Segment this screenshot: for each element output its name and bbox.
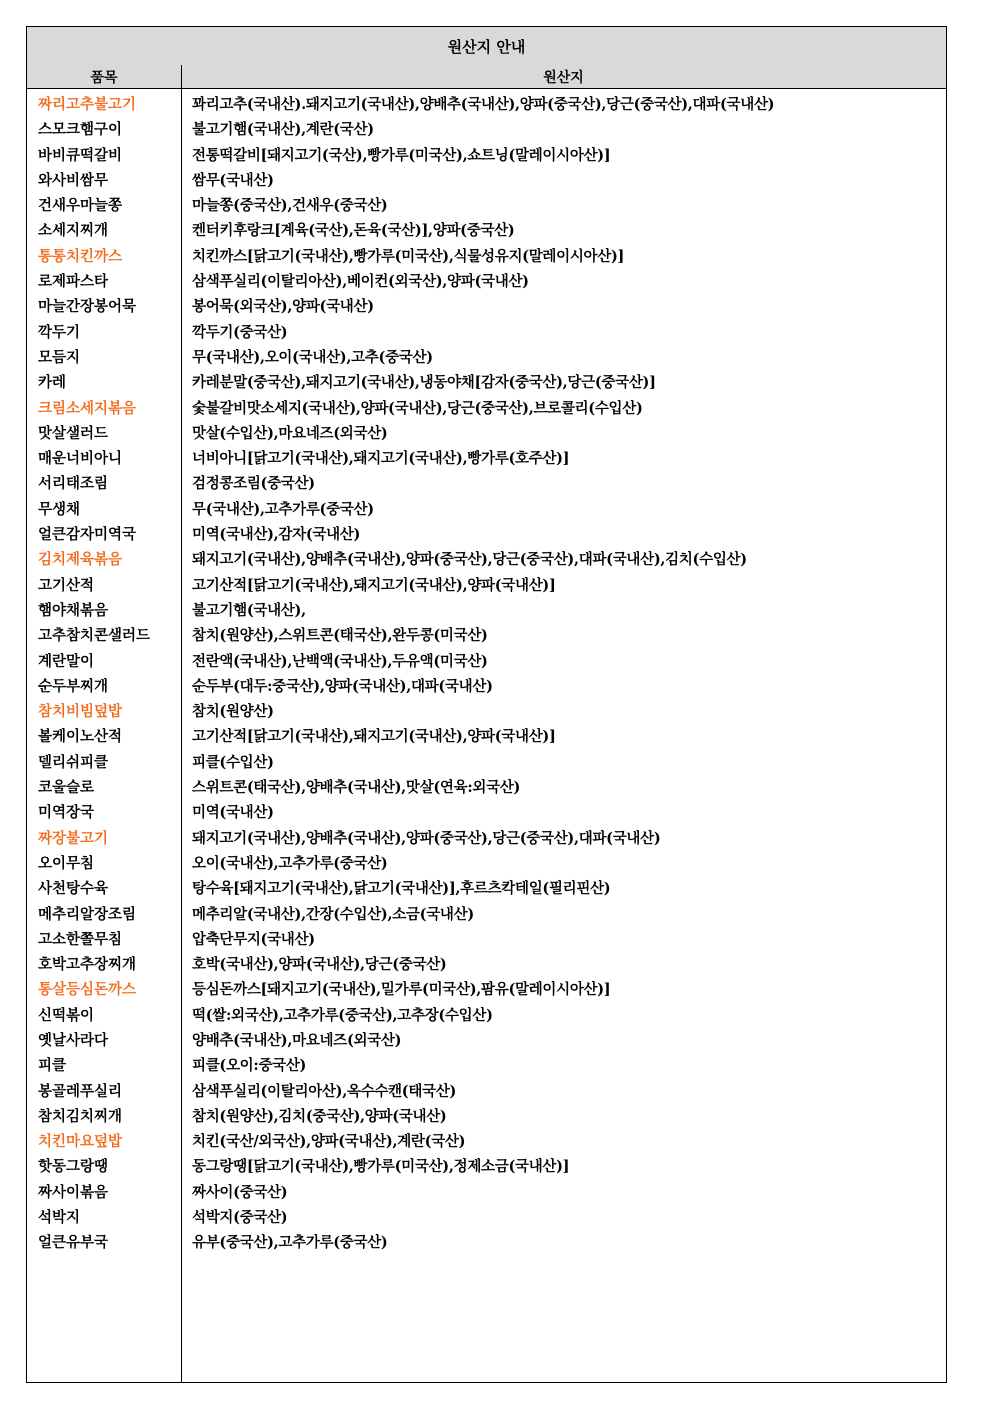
item-origin: 순두부(대두:중국산),양파(국내산),대파(국내산) xyxy=(192,677,493,695)
table-row xyxy=(27,143,946,168)
table-row xyxy=(27,876,946,901)
item-name: 봉골레푸실리 xyxy=(38,1082,123,1100)
item-origin: 돼지고기(국내산),양배추(국내산),양파(중국산),당근(중국산),대파(국내산) xyxy=(192,829,661,847)
item-origin: 피클(수입산) xyxy=(192,753,274,771)
item-name: 고기산적 xyxy=(38,576,95,594)
item-name: 순두부찌개 xyxy=(38,677,109,695)
item-origin: 고기산적[닭고기(국내산),돼지고기(국내산),양파(국내산)] xyxy=(192,576,556,594)
table-row xyxy=(27,244,946,269)
item-name: 참치김치찌개 xyxy=(38,1107,123,1125)
table-row xyxy=(27,1104,946,1129)
table-row xyxy=(27,1180,946,1205)
item-name: 소세지찌개 xyxy=(38,222,109,240)
table-row xyxy=(27,1028,946,1053)
table-title xyxy=(27,27,946,66)
table-row xyxy=(27,1003,946,1028)
table-row xyxy=(27,1230,946,1255)
table-row xyxy=(27,117,946,142)
item-name: 호박고추장찌개 xyxy=(38,956,137,974)
table-row xyxy=(27,471,946,496)
item-name: 델리쉬피클 xyxy=(38,753,109,771)
header-origin: 원산지 xyxy=(543,69,584,86)
table-row xyxy=(27,168,946,193)
item-origin: 호박(국내산),양파(국내산),당근(중국산) xyxy=(192,956,447,974)
item-name: 고추참치콘샐러드 xyxy=(38,627,151,645)
item-name: 크림소세지볶음 xyxy=(38,399,137,417)
item-origin: 참치(원양산) xyxy=(192,703,274,721)
table-row xyxy=(27,396,946,421)
item-name: 깍두기 xyxy=(38,323,81,341)
item-name: 석박지 xyxy=(38,1209,81,1227)
item-name: 짜리고추불고기 xyxy=(38,96,137,113)
table-row xyxy=(27,1129,946,1154)
item-name: 메추리알장조림 xyxy=(38,905,137,923)
table-row xyxy=(27,269,946,294)
item-name: 짜사이볶음 xyxy=(38,1183,109,1201)
item-name: 매운너비아니 xyxy=(38,450,123,468)
item-name: 서리태조림 xyxy=(38,475,109,493)
table-row xyxy=(27,370,946,395)
item-name: 모듬지 xyxy=(38,348,81,366)
item-origin: 검정콩조림(중국산) xyxy=(192,475,315,493)
item-name: 마늘간장봉어묵 xyxy=(38,298,137,316)
item-name: 햄야채볶음 xyxy=(38,601,109,619)
item-origin: 치킨까스[닭고기(국내산),빵가루(미국산),식물성유지(말레이시아산)] xyxy=(192,247,625,265)
table-row xyxy=(27,800,946,825)
table-row xyxy=(27,497,946,522)
table-row xyxy=(27,1079,946,1104)
item-name: 오이무침 xyxy=(38,854,95,872)
item-origin: 마늘쫑(중국산),건새우(중국산) xyxy=(192,197,388,215)
item-name: 참치비빔덮밥 xyxy=(38,703,123,721)
item-origin: 숯불갈비맛소세지(국내산),양파(국내산),당근(중국산),브로콜리(수입산) xyxy=(192,399,643,417)
header-item: 품목 xyxy=(90,69,118,86)
table-row xyxy=(27,902,946,927)
item-origin: 카레분말(중국산),돼지고기(국내산),냉동야채[감자(중국산),당근(중국산)] xyxy=(192,374,656,392)
table-row xyxy=(27,750,946,775)
item-name: 얼큰감자미역국 xyxy=(38,526,137,544)
item-name: 바비큐떡갈비 xyxy=(38,146,123,164)
table-header-row xyxy=(27,65,946,89)
item-name: 신떡볶이 xyxy=(38,1006,95,1024)
table-row xyxy=(27,851,946,876)
item-origin: 미역(국내산),감자(국내산) xyxy=(192,526,361,544)
item-origin: 맛살(수입산),마요네즈(외국산) xyxy=(192,424,388,442)
item-name: 카레 xyxy=(38,374,67,392)
item-origin: 양배추(국내산),마요네즈(외국산) xyxy=(192,1031,402,1049)
item-name: 볼케이노산적 xyxy=(38,728,123,746)
item-name: 피클 xyxy=(38,1057,67,1075)
table-row xyxy=(27,952,946,977)
table-row xyxy=(27,649,946,674)
origin-table xyxy=(26,26,947,1383)
table-title-text: 원산지 안내 xyxy=(447,37,526,56)
item-name: 고소한쫄무침 xyxy=(38,930,123,948)
item-origin: 불고기햄(국내산),계란(국산) xyxy=(192,121,374,139)
item-name: 옛날사라다 xyxy=(38,1031,109,1049)
item-name: 건새우마늘쫑 xyxy=(38,197,123,215)
item-origin: 떡(쌀:외국산),고추가루(중국산),고추장(수입산) xyxy=(192,1006,493,1024)
item-origin: 고기산적[닭고기(국내산),돼지고기(국내산),양파(국내산)] xyxy=(192,728,556,746)
item-name: 사천탕수육 xyxy=(38,880,109,898)
item-origin: 전통떡갈비[돼지고기(국산),빵가루(미국산),쇼트닝(말레이시아산)] xyxy=(192,146,611,164)
item-origin: 등심돈까스[돼지고기(국내산),밀가루(미국산),팜유(말레이시아산)] xyxy=(192,981,611,999)
item-origin: 치킨(국산/외국산),양파(국내산),계란(국산) xyxy=(192,1133,466,1151)
table-row xyxy=(27,522,946,547)
table-body xyxy=(27,92,946,1256)
item-name: 미역장국 xyxy=(38,804,95,822)
table-row xyxy=(27,598,946,623)
item-origin: 스위트콘(태국산),양배추(국내산),맛살(연육:외국산) xyxy=(192,779,521,797)
table-row xyxy=(27,573,946,598)
table-row xyxy=(27,775,946,800)
item-name: 통통치킨까스 xyxy=(38,247,123,265)
table-row xyxy=(27,547,946,572)
table-row xyxy=(27,92,946,117)
table-row xyxy=(27,977,946,1002)
table-row xyxy=(27,927,946,952)
item-name: 맛살샐러드 xyxy=(38,424,109,442)
item-name: 계란말이 xyxy=(38,652,95,670)
item-origin: 동그랑땡[닭고기(국내산),빵가루(미국산),정제소금(국내산)] xyxy=(192,1158,570,1176)
item-name: 얼큰유부국 xyxy=(38,1234,109,1252)
item-origin: 무(국내산),고추가루(중국산) xyxy=(192,500,374,518)
item-origin: 봉어묵(외국산),양파(국내산) xyxy=(192,298,374,316)
item-origin: 돼지고기(국내산),양배추(국내산),양파(중국산),당근(중국산),대파(국내산),김치(수입산) xyxy=(192,551,747,569)
item-origin: 참치(원양산),스위트콘(태국산),완두콩(미국산) xyxy=(192,627,488,645)
table-row xyxy=(27,623,946,648)
table-row xyxy=(27,1154,946,1179)
item-name: 통살등심돈까스 xyxy=(38,981,137,999)
item-origin: 불고기햄(국내산), xyxy=(192,601,306,619)
item-origin: 삼색푸실리(이탈리아산),옥수수캔(태국산) xyxy=(192,1082,457,1100)
item-name: 코울슬로 xyxy=(38,779,95,797)
table-row xyxy=(27,320,946,345)
item-name: 핫동그랑땡 xyxy=(38,1158,109,1176)
item-origin: 켄터키후랑크[계육(국산),돈육(국산)],양파(중국산) xyxy=(192,222,515,240)
item-origin: 메추리알(국내산),간장(수입산),소금(국내산) xyxy=(192,905,474,923)
table-row xyxy=(27,724,946,749)
item-origin: 삼색푸실리(이탈리아산),베이컨(외국산),양파(국내산) xyxy=(192,273,529,291)
item-origin: 압축단무지(국내산) xyxy=(192,930,315,948)
table-row xyxy=(27,345,946,370)
item-origin: 무(국내산),오이(국내산),고추(중국산) xyxy=(192,348,433,366)
table-row xyxy=(27,446,946,471)
item-name: 로제파스타 xyxy=(38,273,109,291)
table-row xyxy=(27,699,946,724)
item-name: 스모크햄구이 xyxy=(38,121,123,139)
item-origin: 꽈리고추(국내산).돼지고기(국내산),양배추(국내산),양파(중국산),당근(중국산),대파(국내산) xyxy=(192,96,775,113)
table-row xyxy=(27,1053,946,1078)
table-row xyxy=(27,826,946,851)
item-name: 김치제육볶음 xyxy=(38,551,123,569)
item-origin: 쌈무(국내산) xyxy=(192,171,274,189)
table-row xyxy=(27,674,946,699)
table-row xyxy=(27,294,946,319)
item-origin: 너비아니[닭고기(국내산),돼지고기(국내산),빵가루(호주산)] xyxy=(192,450,570,468)
item-origin: 참치(원양산),김치(중국산),양파(국내산) xyxy=(192,1107,447,1125)
item-origin: 짜사이(중국산) xyxy=(192,1183,288,1201)
item-name: 와사비쌈무 xyxy=(38,171,109,189)
item-origin: 전란액(국내산),난백액(국내산),두유액(미국산) xyxy=(192,652,488,670)
table-row xyxy=(27,421,946,446)
item-origin: 깍두기(중국산) xyxy=(192,323,288,341)
item-origin: 석박지(중국산) xyxy=(192,1209,288,1227)
item-origin: 미역(국내산) xyxy=(192,804,274,822)
item-name: 치킨마요덮밥 xyxy=(38,1133,123,1151)
table-row xyxy=(27,193,946,218)
item-origin: 탕수육[돼지고기(국내산),닭고기(국내산)],후르츠칵테일(필리핀산) xyxy=(192,880,611,898)
table-row xyxy=(27,1205,946,1230)
item-origin: 유부(중국산),고추가루(중국산) xyxy=(192,1234,388,1252)
item-name: 짜장불고기 xyxy=(38,829,109,847)
item-origin: 피클(오이:중국산) xyxy=(192,1057,307,1075)
item-name: 무생채 xyxy=(38,500,81,518)
item-origin: 오이(국내산),고추가루(중국산) xyxy=(192,854,388,872)
table-row xyxy=(27,218,946,243)
